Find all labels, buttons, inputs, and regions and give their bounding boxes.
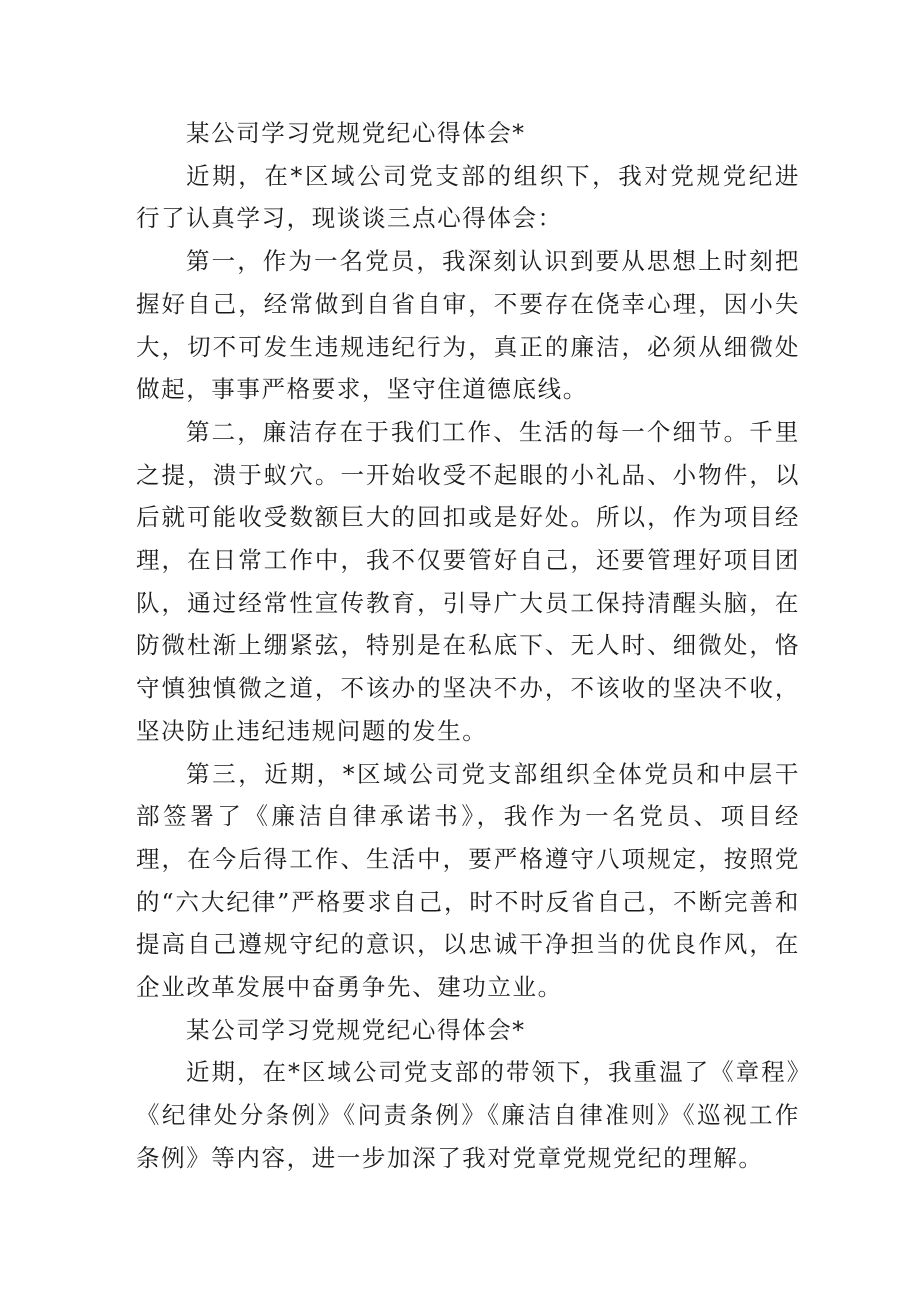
section-1-paragraph-3: 第二，廉洁存在于我们工作、生活的每一个细节。千里之提，溃于蚁穴。一开始收受不起眼的小礼品、小物件，以后就可能收受数额巨大的回扣或是好处。所以，作为项目经理，在日常工作中，我不仅要管好自己，还要管理好项目团队，通过经常性宣传教育，引导广大员工保持清醒头脑，在防微杜渐上绷紧弦，特别是在私底下、无人时、细微处，恪守慎独慎微之道，不该办的坚决不办，不该收的坚决不收，坚决防止违纪违规问题的发生。 bbox=[136, 417, 800, 745]
document-body bbox=[136, 112, 800, 1180]
section-1-title: 某公司学习党规党纪心得体会* bbox=[186, 119, 526, 147]
section-2-title: 某公司学习党规党纪心得体会* bbox=[186, 1015, 526, 1044]
section-2-paragraph-1: 近期，在*区域公司党支部的带领下，我重温了《章程》《纪律处分条例》《问责条例》《廉洁自律准则》《巡视工作条例》等内容，进一步加深了我对党章党规党纪的理解。 bbox=[136, 1058, 800, 1172]
section-1-paragraph-2: 第一，作为一名党员，我深刻认识到要从思想上时刻把握好自己，经常做到自省自审，不要存在侥幸心理，因小失大，切不可发生违规违纪行为，真正的廉洁，必须从细微处做起，事事严格要求，坚守住道德底线。 bbox=[136, 247, 800, 404]
section-1-paragraph-4: 第三，近期，*区域公司党支部组织全体党员和中层干部签署了《廉洁自律承诺书》，我作为一名党员、项目经理，在今后得工作、生活中，要严格遵守八项规定，按照党的“六大纪律”严格要求自己，时不时反省自己，不断完善和提高自己遵规守纪的意识，以忠诚干净担当的优良作风，在企业改革发展中奋勇争先、建功立业。 bbox=[136, 759, 800, 1002]
section-1-paragraph-1: 近期，在*区域公司党支部的组织下，我对党规党纪进行了认真学习，现谈谈三点心得体会： bbox=[136, 161, 800, 233]
